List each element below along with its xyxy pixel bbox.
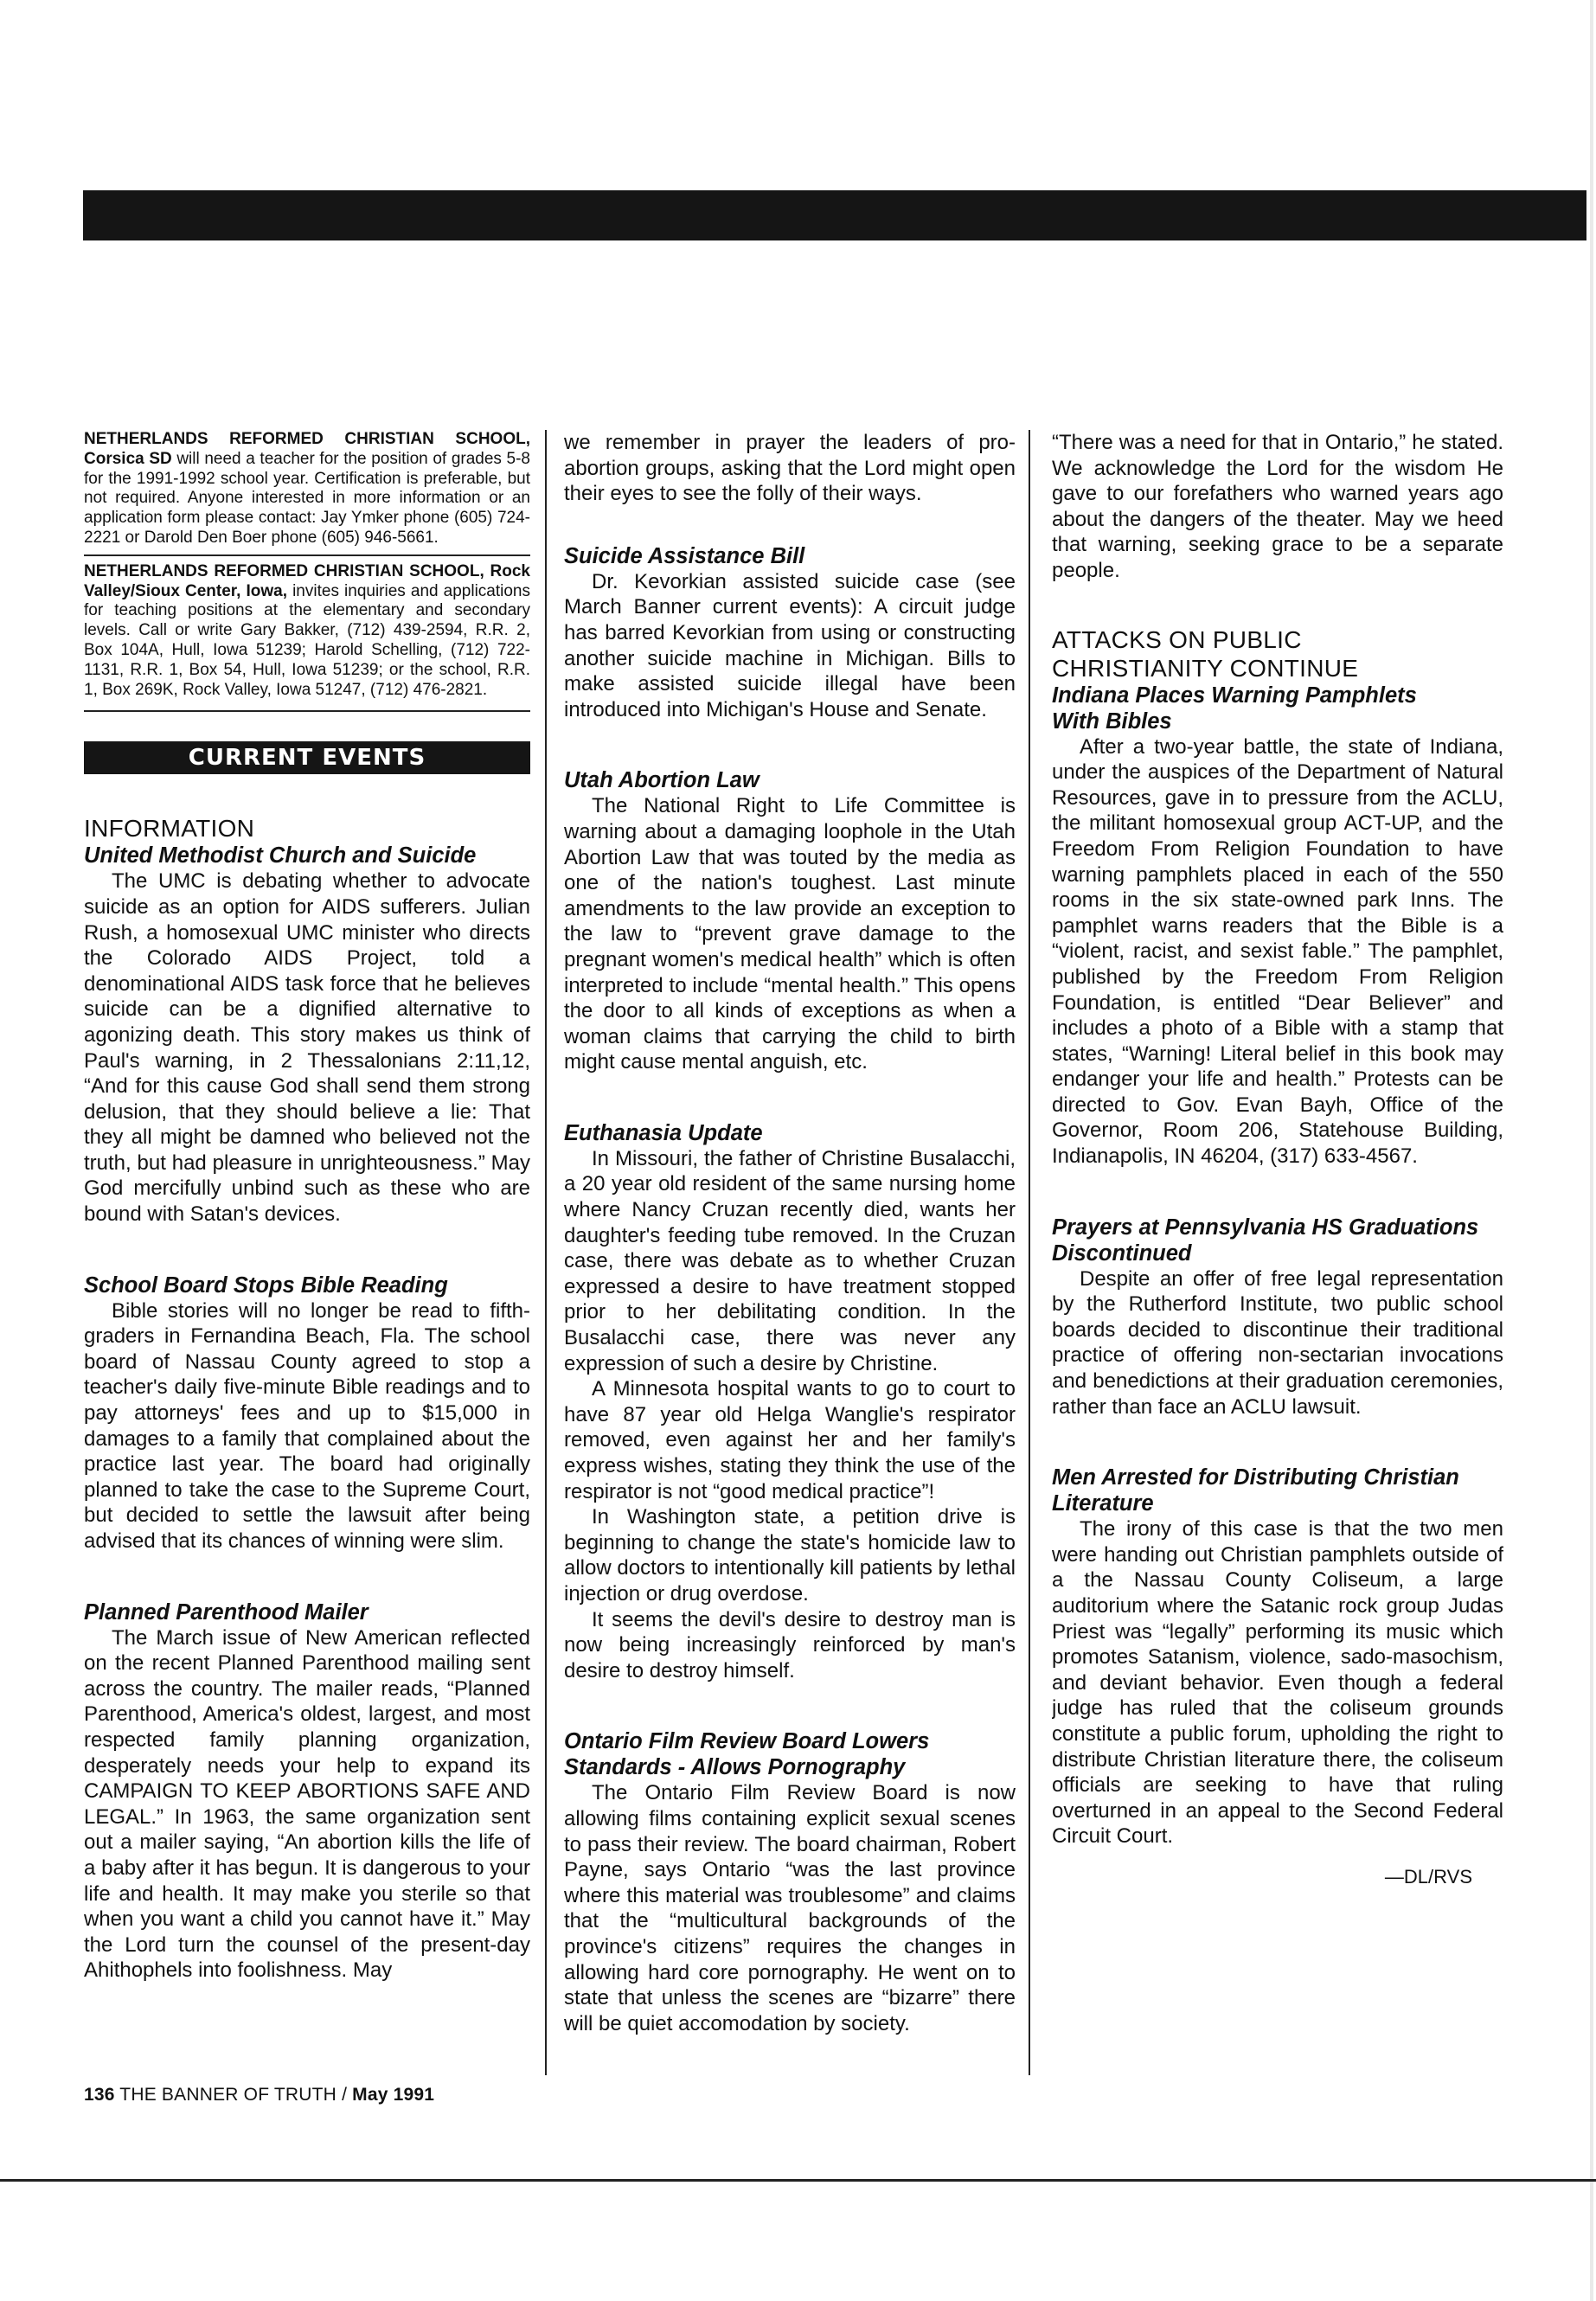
article-euthanasia-p2: A Minnesota hospital wants to go to court to have 87 year old Helga Wanglie's respirator removed, even against her and her family's express wishes, stating they think the use of the respirator is not “good medical practice”!	[564, 1377, 1016, 1503]
column-left	[84, 430, 530, 2073]
article-title-school-board: School Board Stops Bible Reading	[84, 1272, 448, 1298]
article-utah	[564, 793, 1016, 1075]
article-pennsylvania	[1052, 1266, 1503, 1420]
article-ontario-continued	[1052, 430, 1503, 584]
article-pennsylvania-p1: Despite an offer of free legal representation by the Rutherford Institute, two public school boards decided to discontinue their traditional practice of offering non-sectarian invocations and benedictions at their graduation ceremonies, rather than face an ACLU lawsuit.	[1052, 1266, 1503, 1419]
notice-rock-valley-body: invites inquiries and applications for teaching positions at the elementary and secondary levels. Call or write Gary Bakker, (712) 439-2594, R.R. 2, Box 104A, Hull, Iowa 51239; Harold Schelling, (712) 722-1131, R.R. 1, Box 54, Hull, Iowa 51239; or the school, R.R. 1, Box 269K, Rock Valley, Iowa 51247, (712) 476-2821.	[84, 581, 530, 699]
page-number: 136	[84, 2085, 115, 2105]
article-euthanasia-p4: It seems the devil's desire to destroy man is now being increasingly reinforced by man's desire to destroy himself.	[564, 1607, 1016, 1682]
article-utah-p1: The National Right to Life Committee is warning about a damaging loophole in the Utah Abortion Law that was touted by the media as one of the nation's toughest. Last minute amendments to the law provide an exception to the law to “prevent grave damage to the pregnant women's medical health” which is often interpreted to include “mental health.” This opens the door to all kinds of exceptions as when a woman claims that carrying the child to birth might cause mental anguish, etc.	[564, 794, 1016, 1074]
article-ontario	[564, 1780, 1016, 2036]
column-rule-2	[1029, 430, 1030, 2075]
article-title-umc: United Methodist Church and Suicide	[84, 843, 477, 868]
current-events-banner: CURRENT EVENTS	[84, 741, 530, 774]
article-ontario-p1: The Ontario Film Review Board is now allowing films containing explicit sexual scenes to pass their review. The board chairman, Robert Payne, says Ontario “was the last province where this material was troublesome” and claims that the “multicultural backgrounds of the province's citizens” requires the changes in allowing hard core pornography. He went on to state that unless the scenes are “bizarre” there will be quiet accomodation by society.	[564, 1781, 1016, 2035]
article-title-euthanasia: Euthanasia Update	[564, 1120, 763, 1145]
section-information: INFORMATION	[84, 815, 255, 843]
article-planned-parenthood-p1: The March issue of New American reflected on the recent Planned Parenthood mailing sent across the country. The mailer reads, “Planned Parenthood, America's oldest, largest, and most respected family planning organization, desperately needs your help to expand its CAMPAIGN TO KEEP ABORTIONS SAFE AND LEGAL.” In 1963, the same organization sent out a mailer saying, “An abortion kills the life of a baby after it has begun. It is dangerous to your life and health. It may make you sterile so that when you want a child you cannot have it.” May the Lord turn the counsel of the present-day Ahithophels into foolishness. May	[84, 1625, 530, 1983]
notice-corsica-body: will need a teacher for the position of grades 5-8 for the 1991-1992 school year. Certification is preferable, but not required. Anyone interested in more information or an application form please contact: Jay Ymker phone (605) 724-2221 or Darold Den Boer phone (605) 946-5661.	[84, 449, 530, 547]
section-attacks-1: ATTACKS ON PUBLIC	[1052, 625, 1302, 653]
article-umc	[84, 868, 530, 1227]
article-title-planned-parenthood: Planned Parenthood Mailer	[84, 1599, 369, 1625]
attribution: —DL/RVS	[1384, 1865, 1472, 1888]
article-pp-continued	[564, 430, 1016, 507]
article-euthanasia-p1: In Missouri, the father of Christine Busalacchi, a 20 year old resident of the same nursing home where Nancy Cruzan recently died, wants her daughter's feeding tube removed. In the Cruzan case, there was debate as to whether Cruzan expressed a desire to have treatment stopped prior to her debilitating condition. In the Busalacchi case, there was never any expression of such a desire by Christine.	[564, 1146, 1016, 1375]
notice-corsica	[84, 430, 530, 548]
page-footer	[84, 2085, 434, 2106]
notice-corsica-lead: NETHERLANDS REFORMED CHRISTIAN SCHOOL, Corsica SD	[84, 430, 530, 468]
notice-end-rule	[84, 710, 530, 712]
article-euthanasia-p3: In Washington state, a petition drive is beginning to change the state's homicide law to allow doctors to intentionally kill patients by lethal injection or drug overdose.	[564, 1505, 1016, 1606]
column-rule-1	[545, 430, 547, 2075]
article-umc-p1: The UMC is debating whether to advocate suicide as an option for AIDS sufferers. Julian Rush, a homosexual UMC minister who directs the Colorado AIDS Project, told a denominational AIDS task force that he believes suicide can be a dignified alternative to agonizing death. This story makes us think of Paul's warning, in 2 Thessalonians 2:11,12, “And for this cause God shall send them strong delusion, that they should believe a lie: That they all might be damned who believed not the truth, but had pleasure in unrighteousness.” May God mercifully unbind such as these who are bound with Satan's devices.	[84, 869, 530, 1227]
article-ontario-continued-text: “There was a need for that in Ontario,” he stated. We acknowledge the Lord for the wisdom He gave to our forefathers who warned years ago about the dangers of the theater. May we heed that warning, seeking grace to be a separate people.	[1052, 431, 1503, 582]
article-men-arrested	[1052, 1516, 1503, 1849]
article-title-pennsylvania-2: Discontinued	[1052, 1240, 1192, 1266]
article-planned-parenthood	[84, 1625, 530, 1984]
notice-rock-valley-lead: NETHERLANDS REFORMED CHRISTIAN SCHOOL, Rock Valley/Sioux Center, Iowa,	[84, 561, 530, 600]
article-euthanasia	[564, 1146, 1016, 1683]
notice-divider	[84, 554, 530, 556]
notice-rock-valley	[84, 562, 530, 701]
article-title-pennsylvania-1: Prayers at Pennsylvania HS Graduations	[1052, 1215, 1479, 1240]
article-title-ontario-1: Ontario Film Review Board Lowers	[564, 1729, 930, 1754]
issue-date: May 1991	[352, 2085, 435, 2105]
article-title-utah: Utah Abortion Law	[564, 768, 760, 793]
article-suicide-assistance-p1: Dr. Kevorkian assisted suicide case (see March Banner current events): A circuit judge has barred Kevorkian from using or constructing another suicide machine in Michigan. Bills to make assisted suicide illegal have been introduced into Michigan's House and Senate.	[564, 569, 1016, 721]
article-indiana-p1: After a two-year battle, the state of Indiana, under the auspices of the Department of Natural Resources, gave in to pressure from the ACLU, the militant homosexual group ACT-UP, and the Freedom From Religion Foundation to have warning pamphlets placed in each of the 550 rooms in the six state-owned park Inns. The pamphlet warns readers that the Bible is a “violent, racist, and sexist fable.” The pamphlet, published by the Freedom From Religion Foundation, is entitled “Dear Believer” and includes a photo of a Bible with a stamp that states, “Warning! Literal belief in this book may endanger your life and health.” Protests can be directed to Gov. Evan Bayh, Office of the Governor, Room 206, Statehouse Building, Indianapolis, IN 46204, (317) 633-4567.	[1052, 734, 1503, 1169]
column-right	[1052, 430, 1503, 2073]
article-title-men-arrested-1: Men Arrested for Distributing Christian	[1052, 1465, 1459, 1490]
article-suicide-assistance	[564, 569, 1016, 723]
article-school-board-p1: Bible stories will no longer be read to fifth-graders in Fernandina Beach, Fla. The school board of Nassau County agreed to stop a teacher's daily five-minute Bible readings and to pay attorneys' fees and up to $15,000 in damages to a family that complained about the practice last year. The board had originally planned to take the case to the Supreme Court, but decided to settle the lawsuit after being advised that its chances of winning were slim.	[84, 1298, 530, 1554]
column-middle	[564, 430, 1016, 2073]
article-title-indiana-2: With Bibles	[1052, 708, 1172, 734]
header-bar	[83, 190, 1586, 240]
article-indiana	[1052, 734, 1503, 1170]
article-pp-continued-text: we remember in prayer the leaders of pro-abortion groups, asking that the Lord might open their eyes to see the folly of their ways.	[564, 431, 1016, 506]
article-men-arrested-p1: The irony of this case is that the two men were handing out Christian pamphlets outside of a the Nassau County Coliseum, a large auditorium where the Satanic rock group Judas Priest was “legally” performing its music which promotes Satanism, violence, sado-masochism, and deviant behavior. Even though a federal judge has ruled that the coliseum grounds constitute a public forum, upholding the right to distribute Christian literature there, the coliseum officials are seeking to have that ruling overturned in an appeal to the Second Federal Circuit Court.	[1052, 1517, 1503, 1849]
article-title-ontario-2: Standards - Allows Pornography	[564, 1755, 906, 1780]
article-title-men-arrested-2: Literature	[1052, 1491, 1154, 1516]
publication-name: THE BANNER OF TRUTH /	[119, 2085, 348, 2105]
page-edge	[1590, 0, 1593, 2301]
article-school-board	[84, 1298, 530, 1554]
section-attacks-2: CHRISTIANITY CONTINUE	[1052, 654, 1359, 682]
article-title-indiana-1: Indiana Places Warning Pamphlets	[1052, 683, 1417, 708]
page-bottom-rule	[0, 2179, 1596, 2182]
article-title-suicide-assistance: Suicide Assistance Bill	[564, 543, 805, 568]
